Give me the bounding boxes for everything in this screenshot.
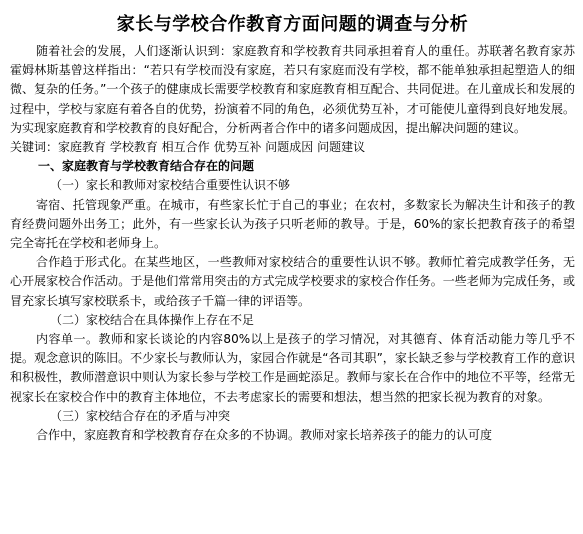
subsection-heading-3: （三）家校结合存在的矛盾与冲突: [50, 408, 231, 423]
keywords-line: 关键词：家庭教育 学校教育 相互合作 优势互补 问题成因 问题建议: [10, 140, 366, 155]
intro-paragraph: 随着社会的发展，人们逐渐认识到：家庭教育和学校教育共同承担着育人的重任。苏联著名教育家苏霍姆林斯基曾这样指出：“若只有学校而没有家庭，若只有家庭而没有学校，都不能单独承担起塑造人的细微、复杂的任务。”一个孩子的健康成长需要学校教育和家庭教育相互配合、共同促进。在儿童成长和发展的过程中，学校与家庭有着各自的优势，扮演着不同的角色，必须优势互补，才可能使儿童得到良好地发展。为实现家庭教育和学校教育的良好配合，分析两者合作中的诸多问题成因，提出解决问题的建议。: [10, 44, 575, 135]
paragraph-formalism: 合作趋于形式化。在某些地区，一些教师对家校结合的重要性认识不够。教师忙着完成教学任务，无心开展家校合作活动。于是他们常常用突击的方式完成学校要求的家校合作任务。一些老师为完成任务，或冒充家长填写家校联系卡，或给孩子千篇一律的评语等。: [10, 255, 575, 308]
paragraph-boarding: 寄宿、托管现象严重。在城市，有些家长忙于自己的事业；在农村，多数家长为解决生计和孩子的教育经费问题外出务工；此外，有一些家长认为孩子只听老师的教导。于是，60%的家长把教育孩子的希望完全寄托在学校和老师身上。: [10, 197, 575, 251]
subsection-heading-2: （二）家校结合在具体操作上存在不足: [50, 312, 255, 327]
paragraph-conflict: 合作中，家庭教育和学校教育存在众多的不协调。教师对家长培养孩子的能力的认可度: [36, 428, 493, 443]
paragraph-content: 内容单一。教师和家长谈论的内容80%以上是孩子的学习情况，对其德育、体育活动能力等几乎不提。观念意识的陈旧。不少家长与教师认为，家园合作就是“各司其职”，家长缺乏参与学校教育工作的意识和积极性，教师潜意识中则认为家长参与学校工作是画蛇添足。教师与家长在合作中的地位不平等，经常无视家长在家校合作中的教育主体地位，不去考虑家长的需要和想法，想当然的把家长视为教育的对象。: [10, 332, 575, 404]
subsection-heading-1: （一）家长和教师对家校结合重要性认识不够: [50, 178, 291, 193]
section-heading-1: 一、家庭教育与学校教育结合存在的问题: [38, 159, 255, 174]
document-title: 家长与学校合作教育方面问题的调查与分析: [116, 14, 469, 35]
